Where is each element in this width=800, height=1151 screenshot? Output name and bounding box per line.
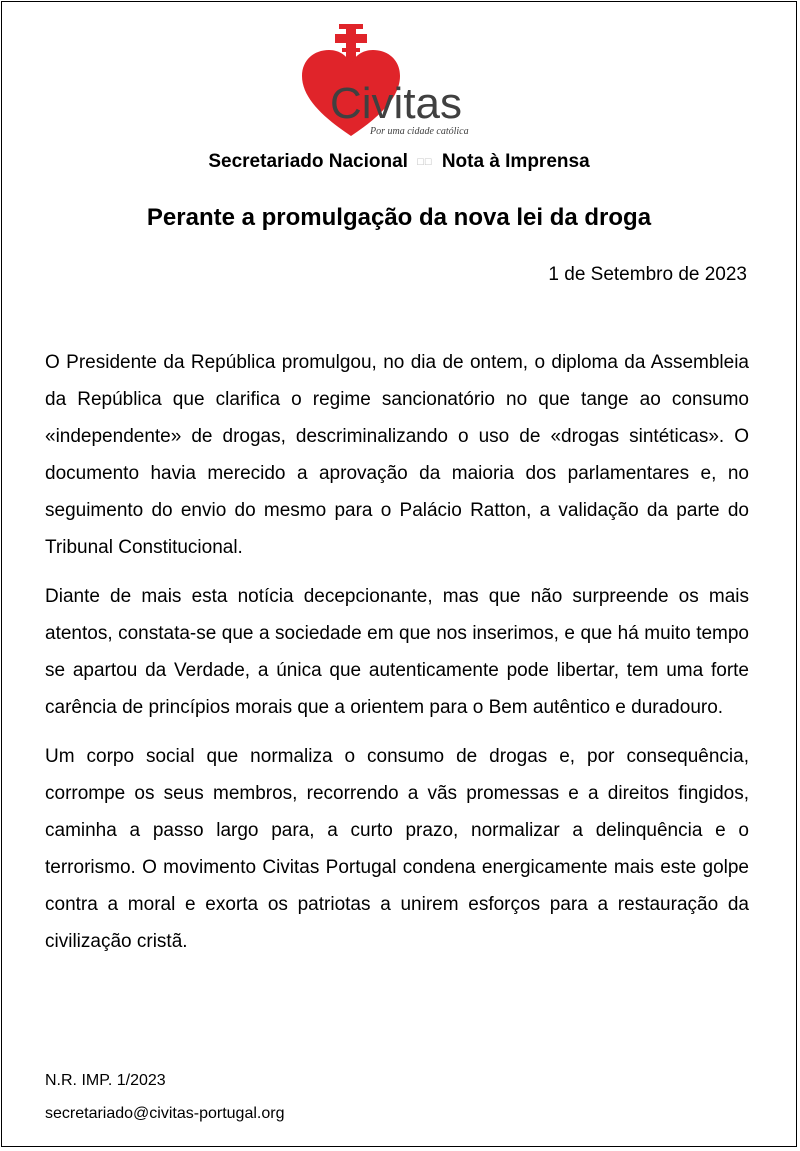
press-release-page xyxy=(1,1,797,1147)
sacred-heart-cross-icon xyxy=(298,24,498,142)
civitas-logo xyxy=(298,24,498,142)
paragraph: Diante de mais esta notícia decepcionante, mas que não surpreende os mais atentos, constata-se que a sociedade em que nos inserimos, e que há muito tempo se apartou da Verdade, a única que autenticamente pode libertar, tem uma forte carência de princípios morais que a orientem para o Bem autêntico e duradouro. xyxy=(45,586,749,718)
body-text xyxy=(45,344,749,972)
paragraph: Um corpo social que normaliza o consumo de drogas e, por consequência, corrompe os seus membros, recorrendo a vãs promessas e a direitos fingidos, caminha a passo largo para, a curto prazo, normalizar a delinquência e o terrorismo. O movimento Civitas Portugal condena energicamente mais este golpe contra a moral e exorta os patriotas a unirem esforços para a restauração da civilização cristã. xyxy=(45,746,749,952)
header-line xyxy=(2,151,796,173)
reference-number: N.R. IMP. 1/2023 xyxy=(45,1072,166,1089)
paragraph: O Presidente da República promulgou, no dia de ontem, o diploma da Assembleia da República que clarifica o regime sancionatório no que tange ao consumo «independente» de drogas, descriminalizando o uso de «drogas sintéticas». O documento havia merecido a aprovação da maioria dos parlamentares e, no seguimento do envio do mesmo para o Palácio Ratton, a validação da parte do Tribunal Constitucional. xyxy=(45,352,749,558)
logo-tagline: Por uma cidade católica xyxy=(370,126,469,137)
logo-wordmark: Civitas xyxy=(330,79,463,128)
release-date: 1 de Setembro de 2023 xyxy=(548,264,747,285)
footer xyxy=(45,1064,284,1130)
header-department: Secretariado Nacional xyxy=(208,151,408,172)
contact-email[interactable]: secretariado@civitas-portugal.org xyxy=(45,1105,285,1122)
header-doc-type: Nota à Imprensa xyxy=(441,151,590,172)
header-separator: □□ xyxy=(417,155,433,168)
page-title: Perante a promulgação da nova lei da droga xyxy=(146,204,652,231)
